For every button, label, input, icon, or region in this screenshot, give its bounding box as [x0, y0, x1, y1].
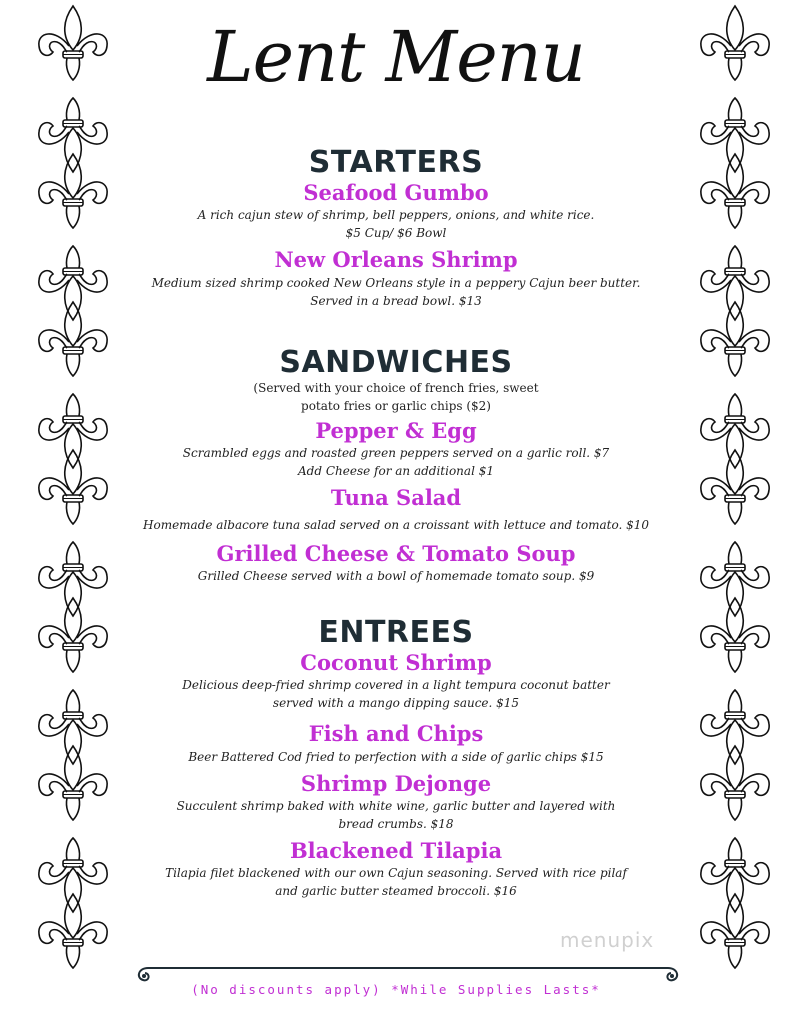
- fleur-de-lis-icon: [701, 246, 769, 320]
- fleur-de-lis-icon: [701, 598, 769, 672]
- fleur-de-lis-icon: [39, 154, 107, 228]
- menu-item: [130, 179, 662, 242]
- menu-item: [130, 770, 662, 833]
- item-description: A rich cajun stew of shrimp, bell peppers, onions, and white rice. $5 Cup/ $6 Bowl: [197, 208, 595, 241]
- fleur-de-lis-icon: [39, 302, 107, 376]
- fleur-de-lis-icon: [701, 394, 769, 468]
- menu-item: [130, 720, 662, 765]
- fleur-de-lis-icon: [701, 98, 769, 172]
- fleur-de-lis-icon: [701, 894, 769, 968]
- fleur-de-lis-icon: [701, 302, 769, 376]
- item-name: Fish and Chips: [308, 721, 484, 747]
- fleur-de-lis-icon: [701, 154, 769, 228]
- item-description: Beer Battered Cod fried to perfection with a side of garlic chips $15: [188, 749, 604, 764]
- menu-item: [130, 540, 662, 585]
- fleur-de-lis-icon: [39, 894, 107, 968]
- item-name: Seafood Gumbo: [303, 180, 489, 205]
- watermark: menupix: [560, 928, 655, 952]
- fleur-de-lis-icon: [39, 838, 107, 912]
- fleur-de-lis-icon: [28, 0, 118, 1024]
- item-description: Delicious deep-fried shrimp covered in a light tempura coconut batter served with a mango dipping sauce. $15: [182, 678, 610, 711]
- fleur-de-lis-icon: [701, 690, 769, 764]
- section-title: SANDWICHES: [279, 345, 513, 380]
- section-entrees: [130, 616, 662, 900]
- section-title: STARTERS: [308, 145, 484, 180]
- fleur-de-lis-icon: [39, 98, 107, 172]
- fleur-de-lis-icon: [39, 450, 107, 524]
- fleur-de-lis-icon: [39, 246, 107, 320]
- item-name: Tuna Salad: [330, 485, 462, 511]
- menu-item: [130, 837, 662, 900]
- left-fleur-border: [28, 0, 118, 1024]
- footer-note: (No discounts apply) *While Supplies Lasts*: [191, 982, 601, 997]
- section-note: (Served with your choice of french fries, sweet potato fries or garlic chips ($2): [253, 381, 539, 413]
- item-name: Grilled Cheese & Tomato Soup: [216, 540, 576, 566]
- fleur-de-lis-icon: [39, 542, 107, 616]
- fleur-de-lis-icon: [701, 746, 769, 820]
- section-sandwiches: [130, 346, 662, 585]
- page-title: Lent Menu: [207, 16, 585, 98]
- fleur-de-lis-icon: [39, 690, 107, 764]
- fleur-de-lis-icon: [701, 450, 769, 524]
- fleur-de-lis-icon: [39, 394, 107, 468]
- right-fleur-border: [690, 0, 780, 1024]
- item-description: Scrambled eggs and roasted green peppers served on a garlic roll. $7 Add Cheese for an additional $1: [182, 446, 610, 479]
- item-name: Blackened Tilapia: [289, 837, 503, 863]
- item-description: Grilled Cheese served with a bowl of homemade tomato soup. $9: [197, 568, 595, 583]
- item-name: Coconut Shrimp: [300, 650, 492, 675]
- item-name: New Orleans Shrimp: [274, 247, 518, 273]
- item-description: Homemade albacore tuna salad served on a croissant with lettuce and tomato. $10: [143, 517, 649, 532]
- item-description: Tilapia filet blackened with our own Cajun seasoning. Served with rice pilaf and garlic butter steamed broccoli. $16: [165, 866, 627, 899]
- item-name: Pepper & Egg: [315, 418, 477, 443]
- fleur-de-lis-icon: [690, 0, 780, 1024]
- fleur-de-lis-icon: [701, 838, 769, 912]
- menu-item: [130, 484, 662, 533]
- fleur-de-lis-icon: [39, 746, 107, 820]
- menu-item: [130, 246, 662, 309]
- item-name: Shrimp Dejonge: [300, 770, 492, 796]
- fleur-de-lis-icon: [39, 6, 107, 80]
- item-description: Succulent shrimp baked with white wine, garlic butter and layered with bread crumbs. $18: [176, 798, 616, 831]
- fleur-de-lis-icon: [701, 6, 769, 80]
- item-description: Medium sized shrimp cooked New Orleans style in a peppery Cajun beer butter. Served in a bread bowl. $13: [151, 275, 641, 308]
- fleur-de-lis-icon: [39, 598, 107, 672]
- menu-item: [130, 649, 662, 712]
- fleur-de-lis-icon: [701, 542, 769, 616]
- section-starters: [130, 146, 662, 310]
- section-title: ENTREES: [318, 615, 474, 650]
- menu-item: [130, 417, 662, 480]
